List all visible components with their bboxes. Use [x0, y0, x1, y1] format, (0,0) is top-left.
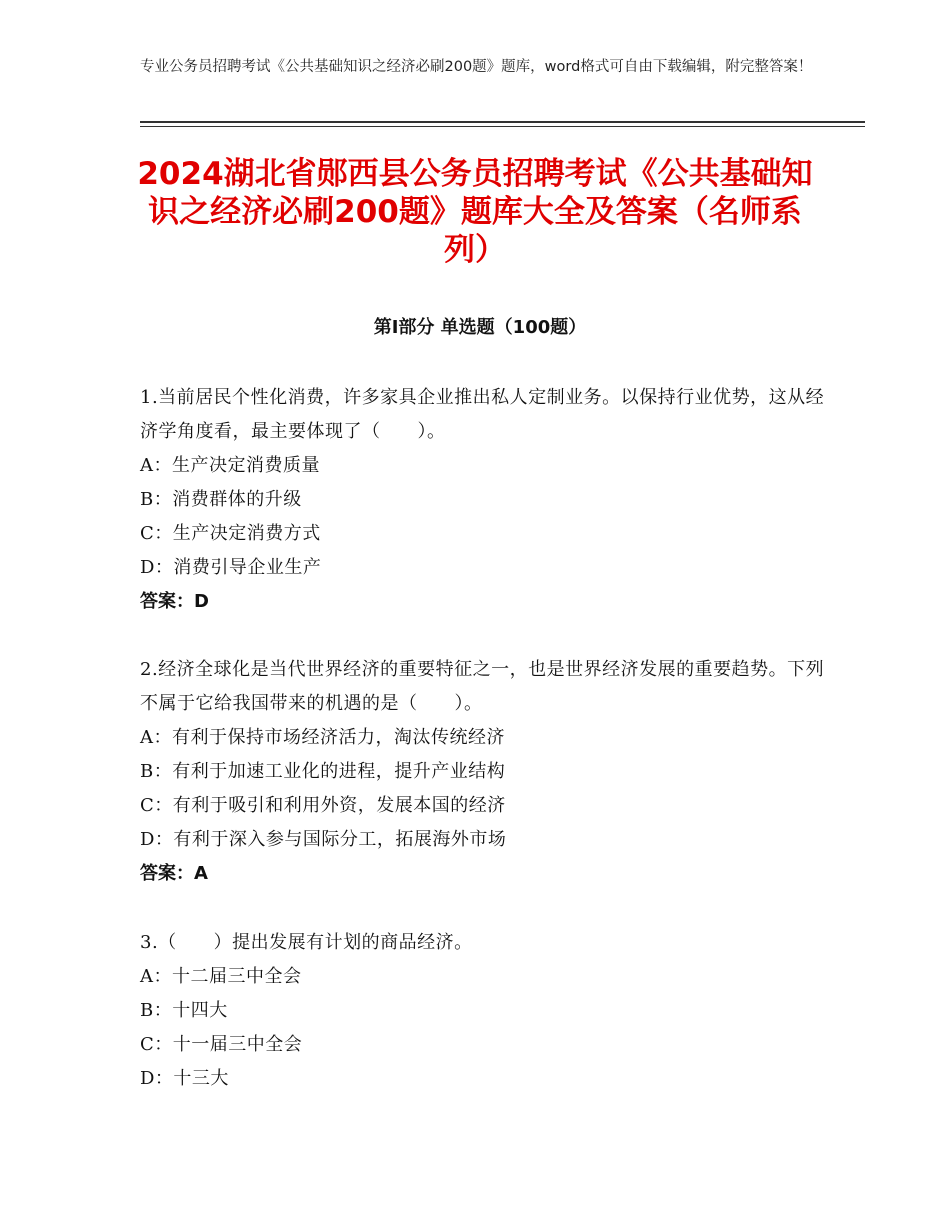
option-c: C：生产决定消费方式: [140, 523, 321, 544]
answer: 答案：D: [140, 591, 209, 612]
option-a: A：有利于保持市场经济活力，淘汰传统经济: [140, 727, 505, 748]
option-b: B：十四大: [140, 1000, 228, 1021]
header-rule-thin: [140, 126, 865, 127]
option-b: B：有利于加速工业化的进程，提升产业结构: [140, 761, 506, 782]
question-1: [140, 381, 830, 619]
option-d: D：十三大: [140, 1068, 229, 1089]
question-stem: 3.（ ）提出发展有计划的商品经济。: [140, 932, 473, 953]
option-b: B：消费群体的升级: [140, 489, 302, 510]
option-c: C：有利于吸引和利用外资，发展本国的经济: [140, 795, 506, 816]
header-note: 专业公务员招聘考试《公共基础知识之经济必刷200题》题库，word格式可自由下载编辑，附完整答案！: [140, 59, 813, 75]
option-d: D：有利于深入参与国际分工，拓展海外市场: [140, 829, 507, 850]
header-rule-thick: [140, 121, 865, 123]
question-3: [140, 926, 830, 1096]
document-title: 2024湖北省郧西县公务员招聘考试《公共基础知识之经济必刷200题》题库大全及答案（名师系列）: [137, 156, 813, 268]
question-stem: 2.经济全球化是当代世界经济的重要特征之一，也是世界经济发展的重要趋势。下列不属于它给我国带来的机遇的是（ ）。: [140, 659, 825, 714]
option-c: C：十一届三中全会: [140, 1034, 303, 1055]
question-2: [140, 653, 830, 891]
answer: 答案：A: [140, 863, 208, 884]
option-d: D：消费引导企业生产: [140, 557, 322, 578]
option-a: A：十二届三中全会: [140, 966, 302, 987]
question-stem: 1.当前居民个性化消费，许多家具企业推出私人定制业务。以保持行业优势，这从经济学角度看，最主要体现了（ ）。: [140, 387, 825, 442]
section-title: 第I部分 单选题（100题）: [373, 317, 587, 338]
option-a: A：生产决定消费质量: [140, 455, 320, 476]
